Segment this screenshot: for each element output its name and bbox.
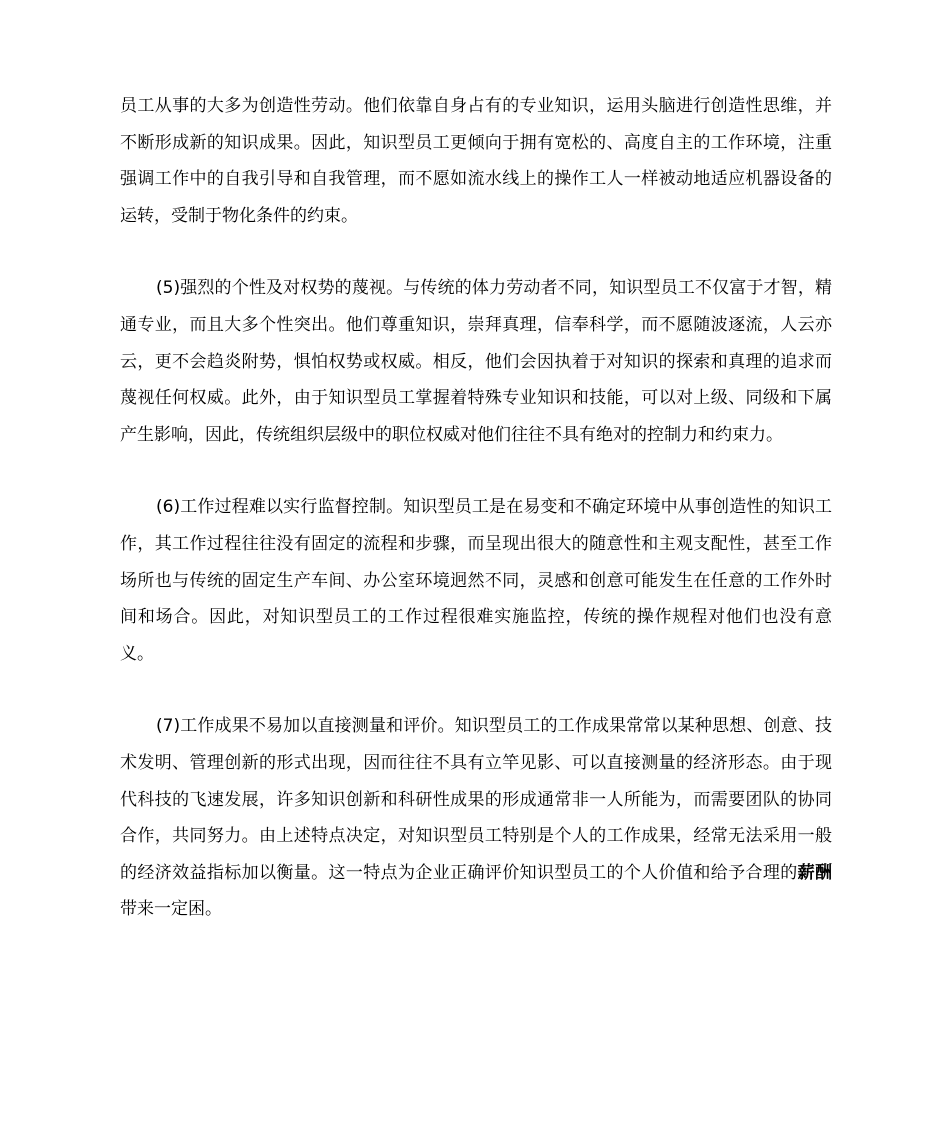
paragraph-continuation: 员工从事的大多为创造性劳动。他们依靠自身占有的专业知识，运用头脑进行创造性思维，并不断形成新的知识成果。因此，知识型员工更倾向于拥有宽松的、高度自主的工作环境，注重强调工作中的自我引导和自我管理，而不愿如流水线上的操作工人一样被动地适应机器设备的运转，受制于物化条件的约束。 [120, 96, 832, 226]
paragraph-gap [120, 672, 832, 708]
bold-keyword: 薪酬 [797, 862, 832, 883]
paragraph-point-7 [120, 708, 832, 928]
paragraph-point-7-text: (7)工作成果不易加以直接测量和评价。知识型员工的工作成果常常以某种思想、创意、技术发明、管理创新的形式出现，因而往往不具有立竿见影、可以直接测量的经济形态。由于现代科技的飞速发展，许多知识创新和科研性成果的形成通常非一人所能为，而需要团队的协同合作，共同努力。由上述特点决定，对知识型员工特别是个人的工作成果，经常无法采用一般的经济效益指标加以衡量。这一特点为企业正确评价知识型员工的个人价值和给予合理的 [120, 716, 832, 883]
document-page [120, 88, 832, 928]
paragraph-gap [120, 234, 832, 270]
paragraph-point-7-ending: 带来一定困。 [120, 899, 222, 920]
paragraph-point-6: (6)工作过程难以实行监督控制。知识型员工是在易变和不确定环境中从事创造性的知识工作，其工作过程往往没有固定的流程和步骤，而呈现出很大的随意性和主观支配性，甚至工作场所也与传统的固定生产车间、办公室环境迥然不同，灵感和创意可能发生在任意的工作外时间和场合。因此，对知识型员工的工作过程很难实施监控，传统的操作规程对他们也没有意义。 [120, 497, 832, 664]
paragraph-point-5: (5)强烈的个性及对权势的蔑视。与传统的体力劳动者不同，知识型员工不仅富于才智，精通专业，而且大多个性突出。他们尊重知识，崇拜真理，信奉科学，而不愿随波逐流，人云亦云，更不会趋炎附势，惧怕权势或权威。相反，他们会因执着于对知识的探索和真理的追求而蔑视任何权威。此外，由于知识型员工掌握着特殊专业知识和技能，可以对上级、同级和下属产生影响，因此，传统组织层级中的职位权威对他们往往不具有绝对的控制力和约束力。 [120, 278, 832, 445]
paragraph-gap [120, 453, 832, 489]
